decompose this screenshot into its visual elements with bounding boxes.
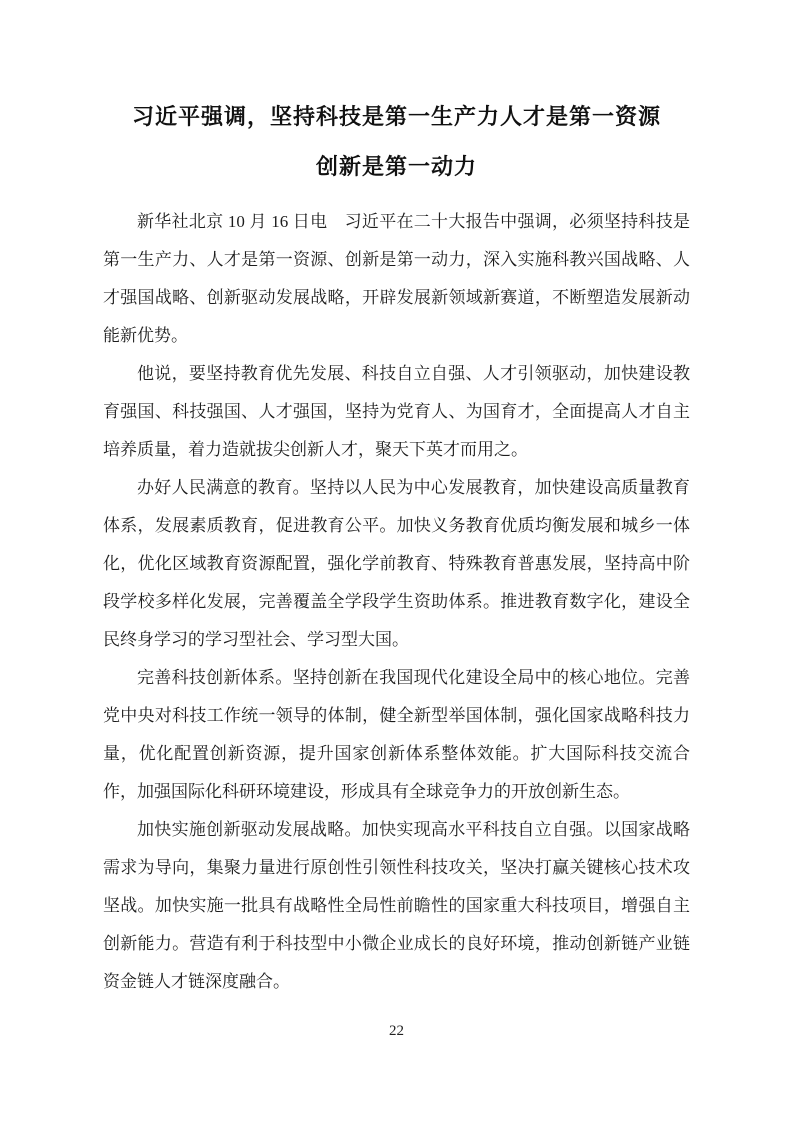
article-title (103, 92, 690, 192)
article-body (103, 203, 690, 1001)
page-number: 22 (389, 1023, 404, 1039)
paragraph: 完善科技创新体系。坚持创新在我国现代化建设全局中的核心地位。完善党中央对科技工作统一领导的体制，健全新型举国体制，强化国家战略科技力量，优化配置创新资源，提升国家创新体系整体效能。扩大国际科技交流合作，加强国际化科研环境建设，形成具有全球竞争力的开放创新生态。 (103, 668, 690, 801)
paragraph: 新华社北京 10 月 16 日电 习近平在二十大报告中强调，必须坚持科技是第一生产力、人才是第一资源、创新是第一动力，深入实施科教兴国战略、人才强国战略、创新驱动发展战略，开辟发展新领域新赛道，不断塑造发展新动能新优势。 (103, 212, 690, 345)
article-title-line1: 习近平强调，坚持科技是第一生产力人才是第一资源 (131, 104, 661, 129)
article-title-line2: 创新是第一动力 (315, 154, 477, 179)
paragraph: 他说，要坚持教育优先发展、科技自立自强、人才引领驱动，加快建设教育强国、科技强国、人才强国，坚持为党育人、为国育才，全面提高人才自主培养质量，着力造就拔尖创新人才，聚天下英才而用之。 (103, 364, 690, 459)
paragraph: 加快实施创新驱动发展战略。加快实现高水平科技自立自强。以国家战略需求为导向，集聚力量进行原创性引领性科技攻关，坚决打赢关键核心技术攻坚战。加快实施一批具有战略性全局性前瞻性的国家重大科技项目，增强自主创新能力。营造有利于科技型中小微企业成长的良好环境，推动创新链产业链资金链人才链深度融合。 (103, 820, 690, 991)
paragraph: 办好人民满意的教育。坚持以人民为中心发展教育，加快建设高质量教育体系，发展素质教育，促进教育公平。加快义务教育优质均衡发展和城乡一体化，优化区域教育资源配置，强化学前教育、特殊教育普惠发展，坚持高中阶段学校多样化发展，完善覆盖全学段学生资助体系。推进教育数字化，建设全民终身学习的学习型社会、学习型大国。 (103, 478, 690, 649)
page-footer (0, 1022, 793, 1040)
